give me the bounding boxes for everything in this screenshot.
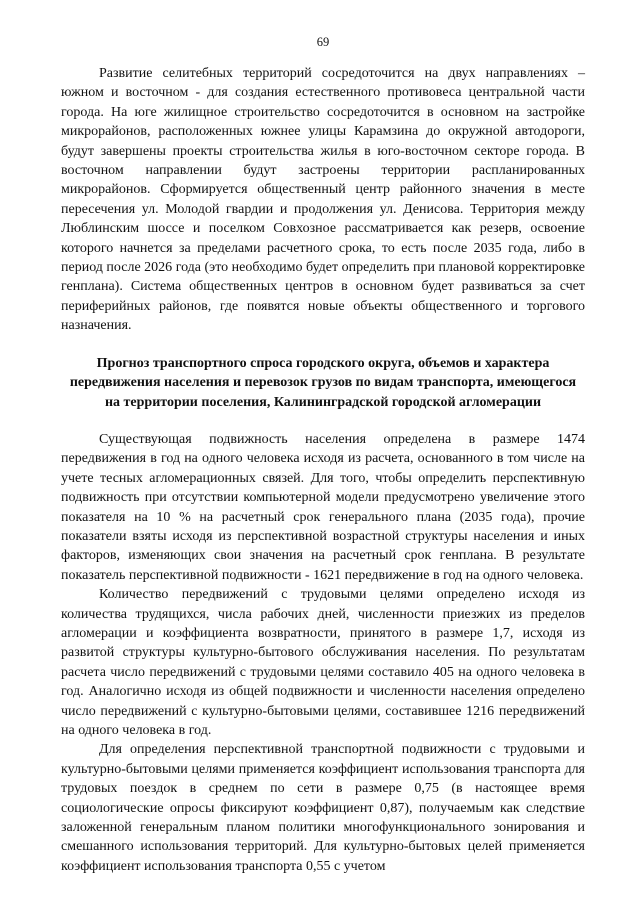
- paragraph-residential-development: Развитие селитебных территорий сосредоточится на двух направлениях – южном и восточном - для создания естественного противовеса центральной части города. На юге жилищное строительство сосредоточится в основном на застройке микрорайонов, расположенных южнее улицы Карамзина до окружной автодороги, будут завершены проекты строительства жилья в юго-восточном секторе города. В восточном направлении будут застроены территории распланированных микрорайонов. Сформируется общественный центр районного значения в месте пересечения ул. Молодой гвардии и продолжения ул. Денисова. Территория между Люблинским шоссе и поселком Совхозное рассматривается как резерв, освоение которого начнется за пределами расчетного срока, то есть после 2035 года, либо в период после 2026 года (это необходимо будет определить при плановой корректировке генплана). Система общественных центров в основном будет развиваться за счет периферийных районов, где появятся новые объекты общественного и торгового назначения.: [61, 66, 585, 334]
- paragraph-transport-coefficient: Для определения перспективной транспортной подвижности с трудовыми и культурно-бытовыми целями применяется коэффициент использования транспорта для трудовых поездок в среднем по сети в размере 0,75 (в настоящее время социологические опросы фиксируют коэффициент 0,87), получаемым как следствие заложенной генеральным планом политики многофункционального зонирования и смешанного использования территорий. Для культурно-бытовых целей применяется коэффициент использования транспорта 0,55 с учетом: [61, 742, 585, 874]
- paragraph-work-trips: Количество передвижений с трудовыми целями определено исходя из количества трудящихся, числа рабочих дней, численности приезжих из пределов агломерации и коэффициента возвратности, принятого в размере 1,7, исходя из развитой структуры культурно-бытового обслуживания населения. По результатам расчета число передвижений с трудовыми целями составило 405 на одного человека в год. Аналогично исходя из общей подвижности и численности населения определено число передвижений с культурно-бытовыми целями, составившее 1216 передвижений на одного человека в год.: [61, 587, 585, 738]
- page-number: 69: [316, 35, 330, 49]
- section-heading: Прогноз транспортного спроса городского округа, объемов и характера передвижения населения и перевозок грузов по видам транспорта, имеющегося на территории поселения, Калининградской городской агломерации: [69, 355, 577, 410]
- paragraph-mobility: Существующая подвижность населения определена в размере 1474 передвижения в год на одного человека исходя из расчета, основанного в том числе на учете тесных агломерационных связей. Для того, чтобы определить перспективную подвижность при отсутствии компьютерной модели предусмотрено увеличение этого показателя на 10 % на расчетный срок генерального плана (2035 года), прочие показатели взяты исходя из перспективной возрастной структуры населения и иных факторов, изменяющих свои значения на расчетный срок генплана. В результате показатель перспективной подвижности - 1621 передвижение в год на одного человека.: [61, 431, 585, 583]
